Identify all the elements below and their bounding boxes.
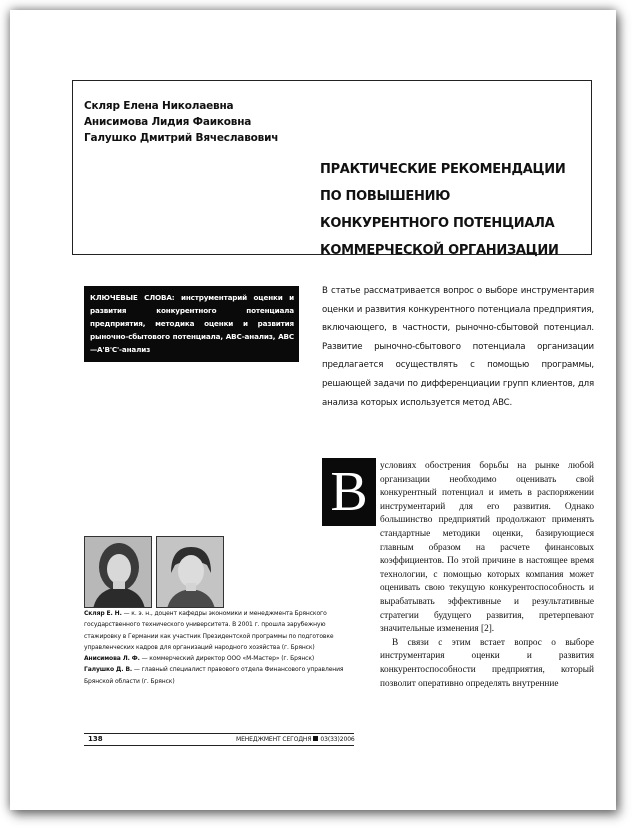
- square-bullet-icon: [313, 736, 318, 741]
- article-body: [380, 460, 594, 691]
- author-bio: [84, 608, 356, 653]
- body-paragraph: В связи с этим встает вопрос о выборе инструментария оценки и развития конкурентоспособности предприятия, который позволит оперативно определять внутренние: [380, 637, 594, 689]
- journal-name: МЕНЕДЖМЕНТ СЕГОДНЯ: [236, 736, 312, 743]
- bio-name: Скляр Е. Н.: [84, 610, 122, 617]
- author-list: [84, 98, 278, 146]
- page-number: 138: [88, 735, 103, 743]
- footer-rule-top: [84, 733, 354, 734]
- author-bio: [84, 664, 356, 687]
- author-photo-anisimova: [156, 536, 224, 608]
- bio-text: — главный специалист правового отдела Финансового управления Брянской области (г. Брянск): [84, 666, 344, 685]
- bio-name: Галушко Д. В.: [84, 666, 133, 674]
- author-bios: [84, 608, 356, 687]
- abstract: В статье рассматривается вопрос о выборе инструментария оценки и развития конкурентного потенциала предприятия, включающего, в частности, рыночно-сбытовой потенциал. Развитие рыночно-сбытового потенциала организации предлагается осуществлять с помощью программы, решающей задачи по дифференциации групп клиентов, для анализа которых используется метод ABC.: [322, 286, 594, 408]
- author-name: Анисимова Лидия Фаиковна: [84, 116, 252, 128]
- journal-issue: 03(33)2006: [320, 736, 355, 743]
- journal-footer: [236, 736, 355, 743]
- author-bio: [84, 653, 356, 664]
- body-paragraph: условиях обострения борьбы на рынке любой организации необходимо оценивать свой конкурентный потенциал и иметь в распоряжении инструментарий для его развития. Однако большинство предприятий продолжают применять стандартные методики оценки, базирующиеся главным образом на расчете финансовых коэффициентов. По этой причине в настоящее время технологии, с помощью которых компания может оценивать свою текущую конкурентоспособность и вырабатывать эффективные и результативные стратегии будущего развития, претерпевают значительные изменения [2].: [380, 461, 594, 635]
- portrait-photo-icon: [85, 537, 152, 608]
- article-title: ПРАКТИЧЕСКИЕ РЕКОМЕНДАЦИИ ПО ПОВЫШЕНИЮ КОНКУРЕНТНОГО ПОТЕНЦИАЛА КОММЕРЧЕСКОЙ ОРГАНИЗАЦИИ: [320, 162, 566, 258]
- author-name: Скляр Елена Николаевна: [84, 100, 234, 112]
- author-photo-sklyar: [84, 536, 152, 608]
- bio-text: — коммерческий директор ООО «М-Мастер» (г. Брянск): [139, 655, 315, 663]
- bio-text: — к. э. н., доцент кафедры экономики и менеджмента Брянского государственного технического университета. В 2001 г. прошла зарубежную стажировку в Германии как участник Президентской программы по подготовке управленческих кадров для организаций народного хозяйства (г. Брянск): [84, 610, 334, 651]
- keywords-box: КЛЮЧЕВЫЕ СЛОВА: инструментарий оценки и развития конкурентного потенциала предприятия, методика оценки и развития рыночно-сбытового потенциала, ABC-анализ, ABC—A'B'C'-анализ: [84, 286, 299, 362]
- drop-cap: В: [322, 458, 376, 526]
- bio-name: Анисимова Л. Ф.: [84, 655, 140, 663]
- footer-rule-bottom: [84, 745, 354, 746]
- portrait-photo-icon: [157, 537, 224, 608]
- author-name: Галушко Дмитрий Вячеславович: [84, 132, 279, 144]
